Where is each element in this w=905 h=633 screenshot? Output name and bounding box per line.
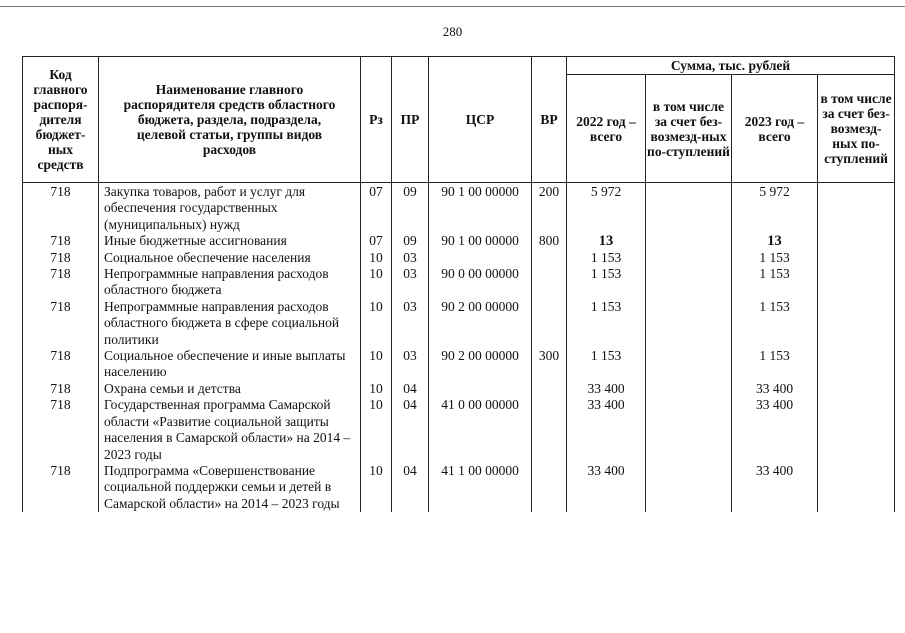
cell-rz: 10	[361, 463, 392, 512]
cell-code: 718	[23, 266, 99, 299]
cell-pr: 03	[392, 348, 429, 381]
cell-csr: 90 1 00 00000	[429, 183, 532, 234]
cell-csr	[429, 381, 532, 397]
cell-2022-grant	[646, 183, 732, 234]
budget-table	[22, 56, 895, 512]
table-row	[23, 299, 895, 348]
cell-2022-grant	[646, 381, 732, 397]
cell-name: Непрограммные направления расходов областного бюджета в сфере социальной политики	[99, 299, 361, 348]
header-rz: Рз	[361, 57, 392, 183]
cell-name: Непрограммные направления расходов областного бюджета	[99, 266, 361, 299]
header-name: Наименование главного распорядителя средств областного бюджета, раздела, подраздела, целевой статьи, группы видов расходов	[99, 57, 361, 183]
cell-2023-grant	[818, 250, 895, 266]
cell-2023-grant	[818, 266, 895, 299]
cell-csr: 90 1 00 00000	[429, 233, 532, 249]
cell-code: 718	[23, 348, 99, 381]
cell-rz: 10	[361, 250, 392, 266]
cell-csr: 41 0 00 00000	[429, 397, 532, 463]
cell-rz: 07	[361, 183, 392, 234]
cell-2022-total: 1 153	[567, 266, 646, 299]
cell-vr: 800	[532, 233, 567, 249]
cell-code: 718	[23, 463, 99, 512]
cell-2023-total: 33 400	[732, 397, 818, 463]
cell-2023-total: 1 153	[732, 266, 818, 299]
header-2022-grant: в том числе за счет без-возмезд-ных по-ступлений	[646, 75, 732, 183]
cell-pr: 03	[392, 299, 429, 348]
cell-name: Иные бюджетные ассигнования	[99, 233, 361, 249]
cell-2022-total: 1 153	[567, 299, 646, 348]
cell-2022-total: 1 153	[567, 348, 646, 381]
cell-code: 718	[23, 397, 99, 463]
top-edge-line	[0, 6, 905, 7]
page-number: 280	[442, 24, 463, 39]
cell-2022-grant	[646, 463, 732, 512]
cell-2023-total: 1 153	[732, 250, 818, 266]
cell-2023-total: 33 400	[732, 381, 818, 397]
cell-2023-total: 33 400	[732, 463, 818, 512]
table-row	[23, 397, 895, 463]
cell-pr: 04	[392, 397, 429, 463]
cell-2022-grant	[646, 397, 732, 463]
cell-csr: 90 2 00 00000	[429, 299, 532, 348]
header-pr: ПР	[392, 57, 429, 183]
cell-2023-total: 13	[732, 233, 818, 249]
cell-2022-total: 33 400	[567, 381, 646, 397]
cell-name: Подпрограмма «Совершенствование социальной поддержки семьи и детей в Самарской области» на 2014 – 2023 годы	[99, 463, 361, 512]
table-row	[23, 183, 895, 234]
cell-csr	[429, 250, 532, 266]
table-row	[23, 233, 895, 249]
table-row	[23, 266, 895, 299]
table-row	[23, 463, 895, 512]
cell-vr: 300	[532, 348, 567, 381]
cell-2023-total: 5 972	[732, 183, 818, 234]
cell-rz: 10	[361, 381, 392, 397]
cell-2022-grant	[646, 250, 732, 266]
table-body	[23, 183, 895, 513]
header-csr: ЦСР	[429, 57, 532, 183]
cell-2023-total: 1 153	[732, 299, 818, 348]
cell-code: 718	[23, 233, 99, 249]
cell-pr: 04	[392, 381, 429, 397]
cell-pr: 09	[392, 233, 429, 249]
cell-2022-grant	[646, 266, 732, 299]
cell-vr: 200	[532, 183, 567, 234]
table-row	[23, 348, 895, 381]
cell-2022-grant	[646, 299, 732, 348]
cell-rz: 10	[361, 266, 392, 299]
cell-rz: 10	[361, 299, 392, 348]
cell-name: Охрана семьи и детства	[99, 381, 361, 397]
cell-rz: 10	[361, 397, 392, 463]
cell-rz: 07	[361, 233, 392, 249]
cell-2022-total: 13	[567, 233, 646, 249]
cell-pr: 09	[392, 183, 429, 234]
cell-2023-grant	[818, 299, 895, 348]
cell-vr	[532, 463, 567, 512]
cell-2022-grant	[646, 233, 732, 249]
header-vr: ВР	[532, 57, 567, 183]
cell-2023-grant	[818, 233, 895, 249]
cell-2022-total: 5 972	[567, 183, 646, 234]
cell-name: Социальное обеспечение населения	[99, 250, 361, 266]
header-sum-group: Сумма, тыс. рублей	[567, 57, 895, 75]
table-row	[23, 381, 895, 397]
header-code: Код главного распоря-дителя бюджет-ных средств	[23, 57, 99, 183]
cell-2023-grant	[818, 397, 895, 463]
cell-2023-grant	[818, 183, 895, 234]
cell-2023-grant	[818, 381, 895, 397]
cell-2022-grant	[646, 348, 732, 381]
header-2022-total: 2022 год – всего	[567, 75, 646, 183]
table-row	[23, 250, 895, 266]
cell-csr: 41 1 00 00000	[429, 463, 532, 512]
cell-2023-grant	[818, 348, 895, 381]
cell-2022-total: 33 400	[567, 397, 646, 463]
cell-pr: 03	[392, 250, 429, 266]
cell-pr: 03	[392, 266, 429, 299]
cell-pr: 04	[392, 463, 429, 512]
cell-vr	[532, 381, 567, 397]
cell-code: 718	[23, 299, 99, 348]
cell-code: 718	[23, 381, 99, 397]
cell-csr: 90 0 00 00000	[429, 266, 532, 299]
cell-vr	[532, 299, 567, 348]
cell-name: Социальное обеспечение и иные выплаты населению	[99, 348, 361, 381]
table-header	[23, 57, 895, 183]
cell-code: 718	[23, 183, 99, 234]
cell-name: Государственная программа Самарской области «Развитие социальной защиты населения в Самарской области» на 2014 – 2023 годы	[99, 397, 361, 463]
cell-2022-total: 33 400	[567, 463, 646, 512]
cell-2023-grant	[818, 463, 895, 512]
header-2023-grant: в том числе за счет без-возмезд-ных по-ступлений	[818, 75, 895, 183]
cell-vr	[532, 250, 567, 266]
cell-vr	[532, 397, 567, 463]
cell-vr	[532, 266, 567, 299]
cell-2023-total: 1 153	[732, 348, 818, 381]
cell-rz: 10	[361, 348, 392, 381]
cell-name: Закупка товаров, работ и услуг для обеспечения государственных (муниципальных) нужд	[99, 183, 361, 234]
header-2023-total: 2023 год – всего	[732, 75, 818, 183]
cell-code: 718	[23, 250, 99, 266]
cell-2022-total: 1 153	[567, 250, 646, 266]
cell-csr: 90 2 00 00000	[429, 348, 532, 381]
